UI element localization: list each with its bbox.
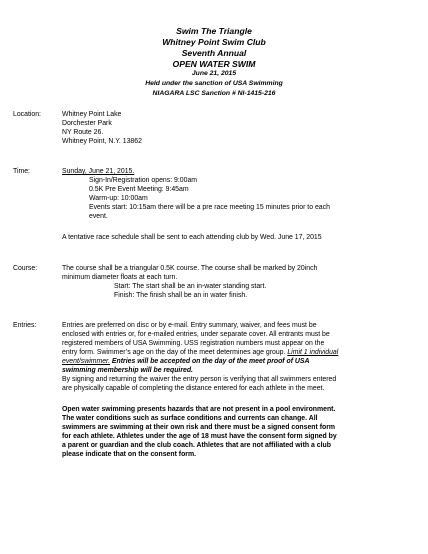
schedule-note: A tentative race schedule shall be sent to each attending club by Wed. June 17, 2015	[62, 234, 322, 241]
course-label: Course:	[13, 265, 38, 272]
hazard-line: swimmers are swimming at their own risk and there must be a signed consent form	[62, 424, 336, 431]
entries-label: Entries:	[13, 322, 37, 329]
hazard-line: Open water swimming presents hazards that are not present in a pool environment.	[62, 406, 336, 413]
entries-line: registered members of USA Swimming. USS registration numbers must appear on the	[62, 340, 325, 347]
course-start: Start: The start shall be an in-water standing start.	[114, 283, 267, 290]
time-date: Sunday, June 21, 2015.	[62, 168, 135, 175]
proof-membership-note-cont: swimming membership will be required.	[62, 367, 193, 374]
course-finish: Finish: The finish shall be an in water finish.	[114, 292, 248, 299]
waiver-line: are physically capable of completing the distance entered for each athlete in the meet.	[62, 385, 325, 392]
time-line: Warm-up: 10:00am	[89, 195, 148, 202]
sanction-line-2: NIAGARA LSC Sanction # NI-1415-216	[152, 90, 276, 97]
waiver-line: By signing and returning the waiver the entry person is verifying that all swimmers entered	[62, 376, 337, 383]
time-line: Events start: 10:15am there will be a pre race meeting 15 minutes prior to each	[89, 204, 330, 211]
entry-limit-link: Limit 1 individual	[287, 349, 339, 356]
event-date: June 21, 2015	[191, 70, 237, 77]
location-line: Whitney Point Lake	[62, 111, 122, 118]
course-line: The course shall be a triangular 0.5K course. The course shall be marked by 20inch	[62, 265, 318, 272]
time-line: Sign-In/Registration opens: 9:00am	[89, 177, 198, 184]
hazard-line: for each athlete. Athletes under the age of 18 must have the consent form signed by	[62, 433, 337, 440]
time-label: Time:	[13, 168, 30, 175]
entries-line-4	[62, 349, 338, 356]
proof-membership-note: Entries will be accepted on the day of the meet proof of USA	[110, 358, 310, 365]
location-line: NY Route 26.	[62, 129, 104, 136]
location-line: Dorchester Park	[62, 120, 112, 127]
event-name: OPEN WATER SWIM	[172, 59, 256, 69]
hazard-line: please indicate that on the consent form.	[62, 451, 197, 458]
location-line: Whitney Point, N.Y. 13862	[62, 138, 142, 145]
entries-line: Entries are preferred on disc or by e-mail. Entry summary, waiver, and fees must be	[62, 322, 317, 329]
entries-text: entry form. Swimmer’s age on the day of the meet determines age group.	[62, 349, 288, 356]
hazard-line: a parent or guardian and the club coach. Athletes that are not affiliated with a club	[62, 442, 331, 449]
sanction-line-1: Held under the sanction of USA Swimming	[145, 80, 283, 87]
entries-line: enclosed with entries or, for e-mailed entries, under separate cover. All entrants must be	[62, 331, 330, 338]
entries-line-5	[62, 358, 309, 365]
doc-title: Swim The Triangle	[176, 26, 252, 36]
club-name: Whitney Point Swim Club	[162, 37, 266, 47]
hazard-line: The water conditions such as surface conditions and currents can change. All	[62, 415, 318, 422]
time-line: event.	[89, 213, 108, 220]
entry-limit-link-cont: event/swimmer.	[62, 358, 110, 365]
time-line: 0.5K Pre Event Meeting: 9:45am	[89, 186, 189, 193]
location-label: Location:	[13, 111, 41, 118]
course-line: minimum diameter floats at each turn.	[62, 274, 178, 281]
annual-line: Seventh Annual	[181, 48, 247, 58]
